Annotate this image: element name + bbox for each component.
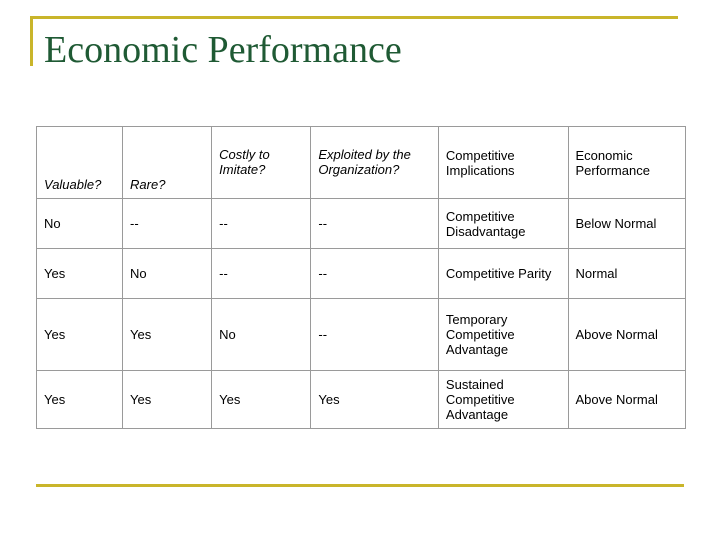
cell-exploited: -- xyxy=(311,199,439,249)
table-row xyxy=(37,299,686,371)
cell-rare: No xyxy=(123,249,212,299)
cell-rare: Yes xyxy=(123,299,212,371)
cell-costly: -- xyxy=(212,249,311,299)
table-row xyxy=(37,249,686,299)
cell-rare: Yes xyxy=(123,371,212,429)
cell-exploited: Yes xyxy=(311,371,439,429)
table-row xyxy=(37,371,686,429)
cell-implications: Temporary Competitive Advantage xyxy=(438,299,568,371)
header-valuable: Valuable? xyxy=(37,127,123,199)
cell-costly: Yes xyxy=(212,371,311,429)
cell-exploited: -- xyxy=(311,299,439,371)
cell-performance: Normal xyxy=(568,249,685,299)
cell-valuable: No xyxy=(37,199,123,249)
slide-title: Economic Performance xyxy=(44,29,402,71)
header-economic-performance: Economic Performance xyxy=(568,127,685,199)
cell-implications: Sustained Competitive Advantage xyxy=(438,371,568,429)
cell-costly: -- xyxy=(212,199,311,249)
cell-implications: Competitive Disadvantage xyxy=(438,199,568,249)
header-rare: Rare? xyxy=(123,127,212,199)
cell-implications: Competitive Parity xyxy=(438,249,568,299)
vrio-table xyxy=(36,126,686,429)
cell-valuable: Yes xyxy=(37,299,123,371)
cell-performance: Below Normal xyxy=(568,199,685,249)
header-competitive-implications: Competitive Implications xyxy=(438,127,568,199)
table-header-row xyxy=(37,127,686,199)
table-row xyxy=(37,199,686,249)
header-exploited: Exploited by the Organization? xyxy=(311,127,439,199)
frame-bottom-line xyxy=(36,484,684,487)
cell-costly: No xyxy=(212,299,311,371)
cell-rare: -- xyxy=(123,199,212,249)
cell-performance: Above Normal xyxy=(568,299,685,371)
cell-exploited: -- xyxy=(311,249,439,299)
frame-left-line xyxy=(30,16,33,66)
frame-top-line xyxy=(30,16,678,19)
cell-valuable: Yes xyxy=(37,371,123,429)
cell-performance: Above Normal xyxy=(568,371,685,429)
cell-valuable: Yes xyxy=(37,249,123,299)
header-costly-to-imitate: Costly to Imitate? xyxy=(212,127,311,199)
